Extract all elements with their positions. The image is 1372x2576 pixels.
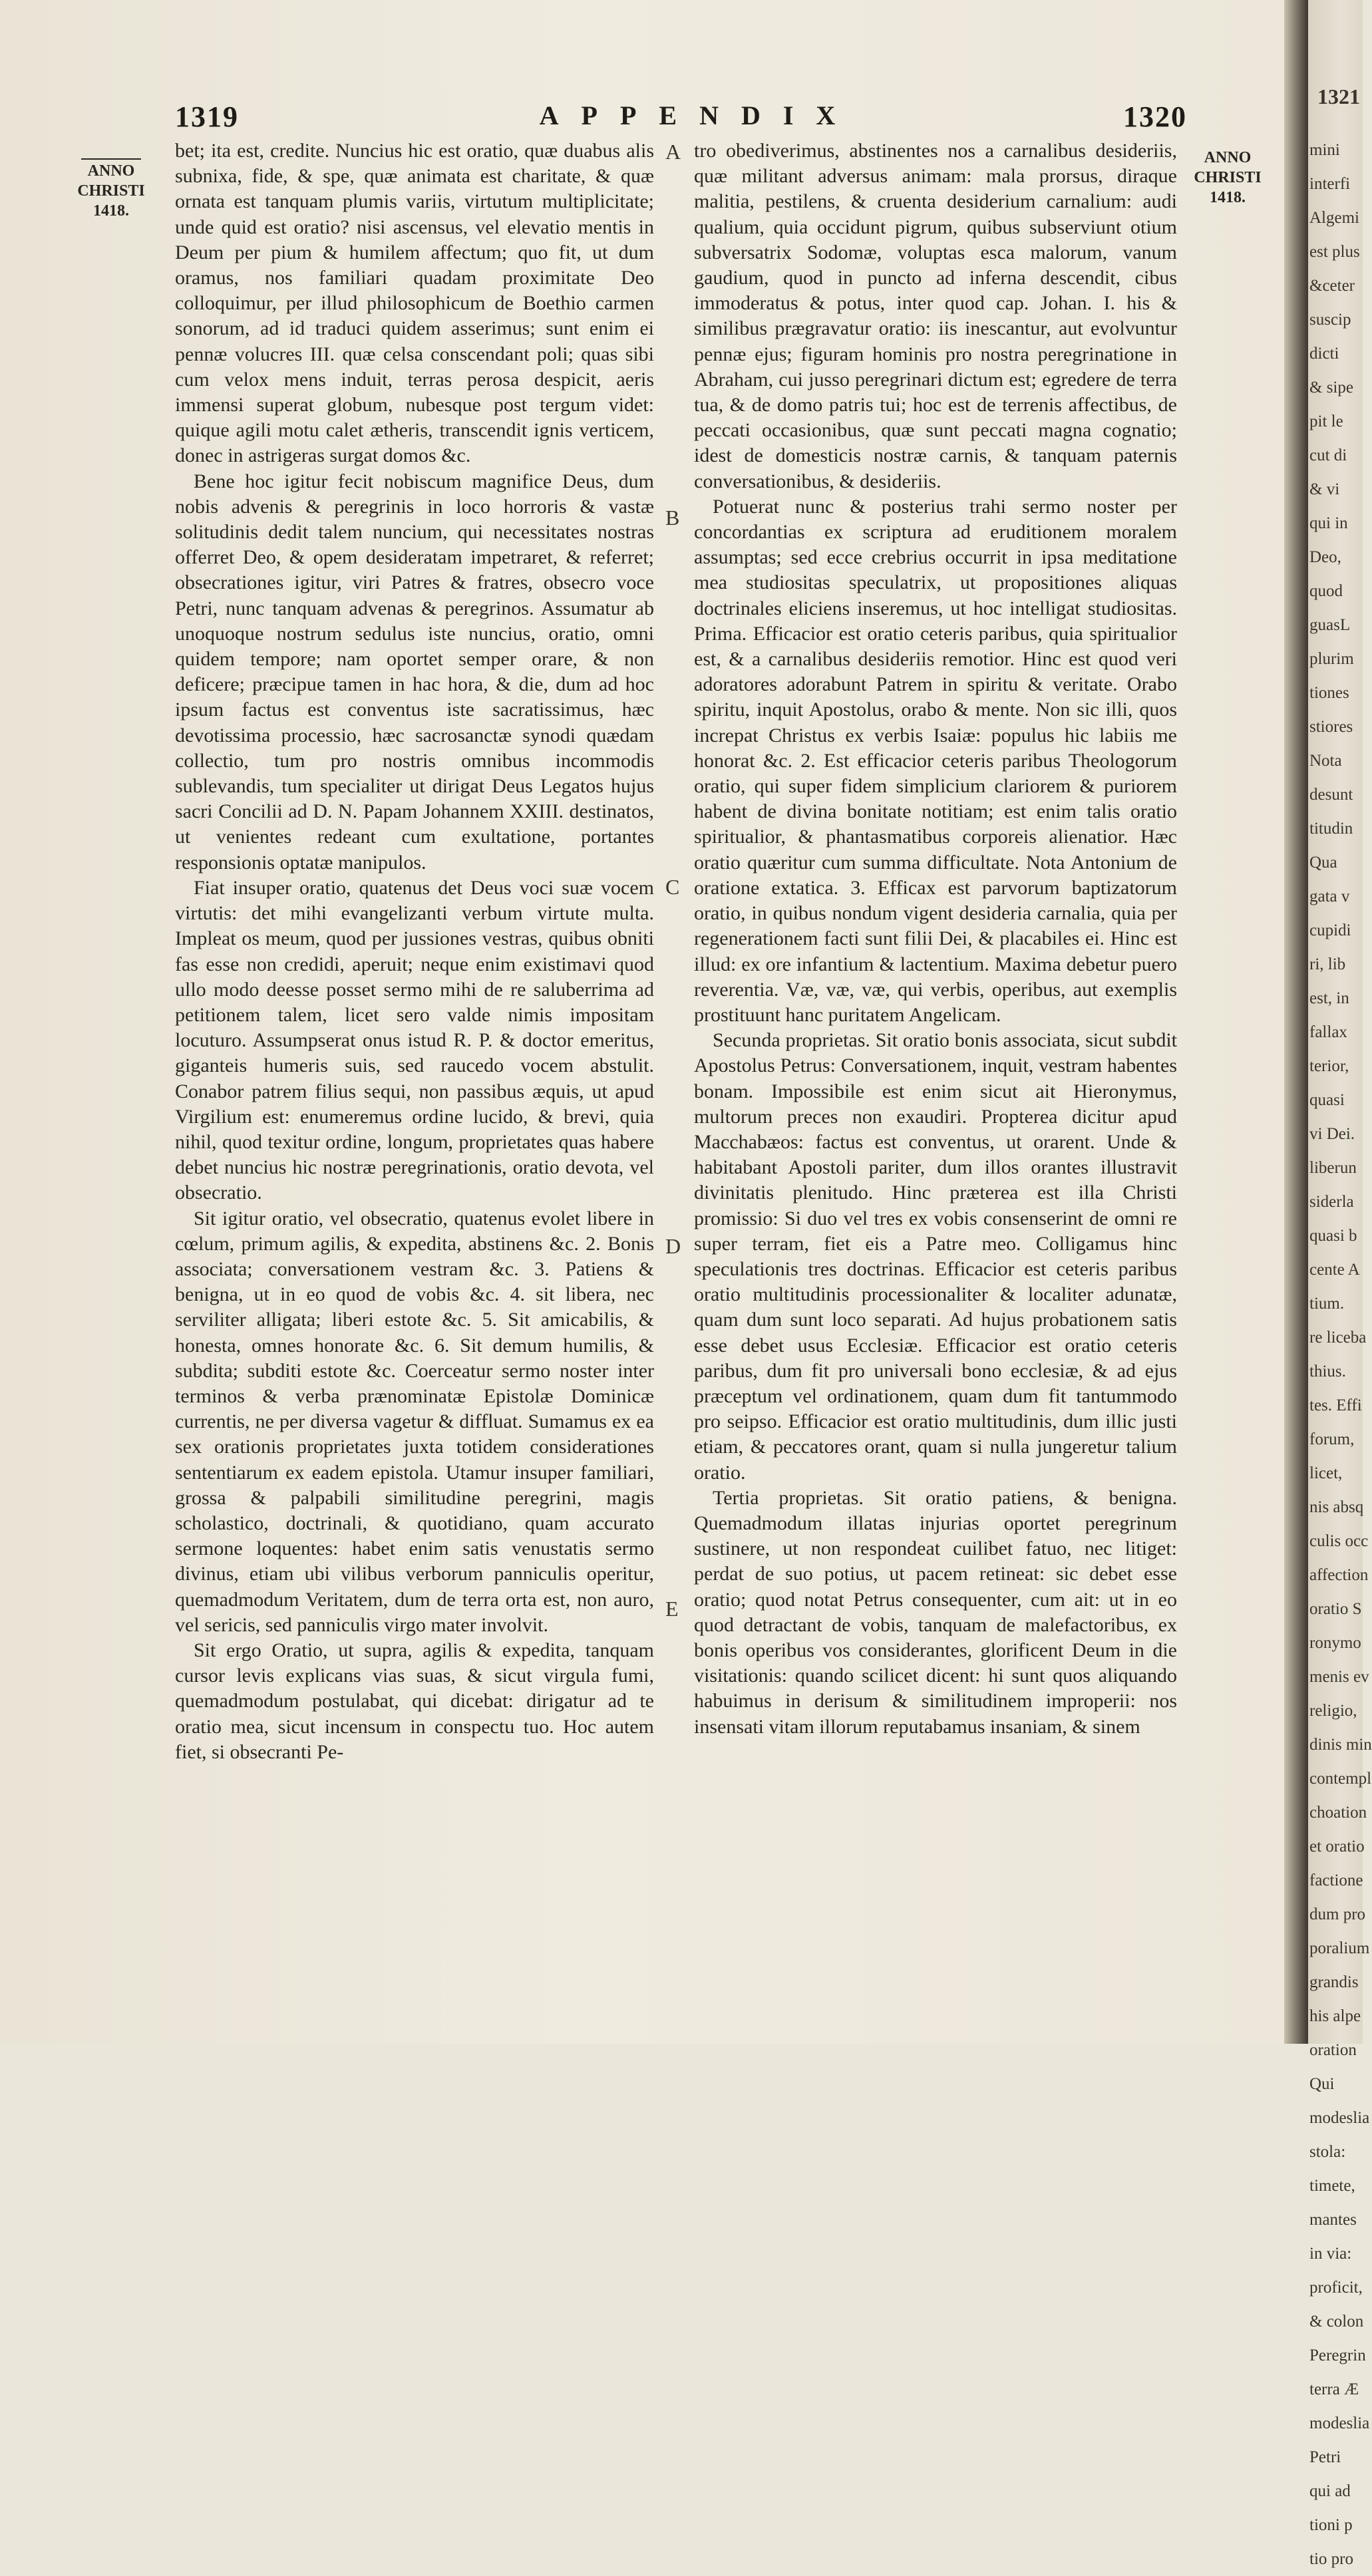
next-page-line: suscip	[1309, 311, 1351, 329]
next-page-line: modeslia	[1309, 2414, 1370, 2432]
next-page-line: modeslia	[1309, 2109, 1370, 2127]
next-page-fragments	[1309, 133, 1372, 2576]
paragraph: Sit ergo Oratio, ut supra, agilis & expedita, tanquam cursor levis explicans vias suas, & sicut virgula fumi, quemadmodum postulabat, qui dicebat: dirigatur ad te oratio mea, sicut incensum in conspectu tuo. Hoc autem fiet, si obsecranti Pe-	[175, 1639, 654, 1763]
next-page-edge	[1308, 0, 1372, 2568]
next-page-line: &ceter	[1309, 277, 1355, 295]
next-page-line: interfi	[1309, 175, 1351, 193]
paragraph: Potuerat nunc & posterius trahi sermo noster per concordantias ex scriptura ad eruditionem moralem assumptas; sed ecce crebrius occurrit in ipsa meditatione mea studiositas speculatrix, ut propositiones aliquas doctrinales eliciens inseremus, ut hoc intelligat studiositas. Prima. Efficacior est oratio ceteris paribus, quia spiritualior est, & a carnalibus desideriis remotior. Hinc est quod veri adoratores adorabunt Patrem in spiritu & veritate. Orabo spiritu, inquit Apostolus, orabo & mente. Non sic illi, quos increpat Christus ex verbis Isaiæ: populus hic labiis me honorat &c. 2. Est efficacior ceteris paribus Theologorum oratio, qui super fidem simplicium clariorem & puriorem habent de divina bonitate notitiam; est enim talis oratio spiritualior, & phantasmatibus corporeis alienatior. Hæc oratio quæritur cum summa difficultate. Nota Antonium de oratione extatica. 3. Efficax est parvorum baptizatorum oratio, in quibus nondum vigent desideria carnalia, quia per regenerationem facti sunt filii Dei, & placabiles ei. Hinc est illud: ex ore infantium & lactentium. Maxima debetur puero reverentia. Væ, væ, væ, qui verbis, operibus, aut exemplis prostituunt hanc puritatem Angelicam.	[694, 495, 1177, 1026]
section-letter-d: D	[665, 1234, 681, 1258]
right-page-number: 1320	[1123, 100, 1187, 133]
next-page-line: culis occ	[1309, 1532, 1369, 1550]
paragraph: Sit igitur oratio, vel obsecratio, quatenus evolet libere in cœlum, primum agilis, & expedita, abstinens &c. 2. Bonis associata; conversationem vestram &c. 3. Patiens & benigna, ut in eo quod de vobis &c. 4. sit libera, nec serviliter alligata; liberi estote &c. 5. Sit amicabilis, & honesta, omnes honorate &c. 6. Sit demum humilis, & subdita; subditi estote &c. Coerceatur sermo noster inter terminos & verba prænominatæ Epistolæ Dominicæ currentis, ne per diversa vagetur & diffluat. Sumamus ex ea sex orationis proprietates juxta totidem considerationes sententiarum ex eadem epistola. Utamur insuper familiari, grossa & palpabili similitudine peregrini, magis scholastico, doctrinali, & quotidiano, quam accurato sermone loquentes: habet enim satis venustatis sermo divinus, etiam ubi vilibus verborum panniculis operitur, quemadmodum Veritatem, dum de terra orta est, non auro, vel sericis, sed panniculis virgo mater involvit.	[175, 1207, 654, 1636]
next-page-line: est, in	[1309, 989, 1349, 1007]
next-page-line: dicti	[1309, 345, 1339, 363]
next-page-line: guasL	[1309, 616, 1351, 634]
marginal-note-left	[75, 157, 148, 221]
next-page-line: plurim	[1309, 650, 1354, 668]
next-page-line: menis ev	[1309, 1668, 1369, 1686]
next-page-number: 1321	[1317, 84, 1360, 108]
next-page-line: oration	[1309, 2041, 1357, 2059]
next-page-line: his alpe	[1309, 2007, 1361, 2025]
next-page-line: grandis	[1309, 1973, 1359, 1991]
next-page-line: choation	[1309, 1804, 1367, 1822]
next-page-line: proficit,	[1309, 2279, 1363, 2297]
next-page-line: Qua	[1309, 854, 1337, 872]
next-page-line: factione	[1309, 1871, 1363, 1889]
next-page-line: gata v	[1309, 887, 1350, 905]
next-page-line: tio pro	[1309, 2550, 1353, 2568]
next-page-line: ronymo	[1309, 1634, 1361, 1652]
next-page-line: thius.	[1309, 1363, 1346, 1380]
next-page-line: cut di	[1309, 446, 1347, 464]
next-page-line: titudin	[1309, 820, 1353, 838]
next-page-line: terra Æ	[1309, 2380, 1359, 2398]
marginal-note-right	[1184, 148, 1271, 208]
next-page-line: Qui	[1309, 2075, 1335, 2093]
next-page-line: tium.	[1309, 1295, 1345, 1313]
paragraph: bet; ita est, credite. Nuncius hic est oratio, quæ duabus alis subnixa, fide, & spe, quæ animata est charitate, & quæ ornata est tanquam plumis variis, virtutum multiplicitate; unde quid est oratio? nisi ascensus, vel elevatio mentis in Deum per pium & humilem affectum; quo fit, ut dum oramus, nos familiari quadam proximitate Deo colloquimur, per illud philosophicum de Boethio carmen sonorum, ad id traduci quidem asserimus; sunt enim ei pennæ volucres III. quæ celsa conscendant poli; quas sibi cum velox mens induit, terras perosa despicit, aeris immensi superat globum, nubesque post tergum videt: quique agili motu calet ætheris, transcendit ignis verticem, donec in astrigeras surgat domos &c.	[175, 140, 654, 467]
next-page-line: licet,	[1309, 1464, 1343, 1482]
next-page-line: mini	[1309, 141, 1340, 159]
next-page-line: est plus	[1309, 243, 1360, 261]
next-page-line: vi Dei.	[1309, 1125, 1355, 1143]
next-page-line: & sipe	[1309, 379, 1353, 397]
next-page-line: Peregrin	[1309, 2346, 1366, 2364]
next-page-line: et oratio	[1309, 1838, 1365, 1855]
marginal-christi: CHRISTI	[77, 182, 145, 200]
next-page-line: oratio S	[1309, 1600, 1362, 1618]
right-text-column	[694, 138, 1177, 1740]
paragraph: Bene hoc igitur fecit nobiscum magnifice Deus, dum nobis advenis & peregrinis in loco horroris & vastæ solitudinis dedit talem nuncium, qui necessitates nostras offerret Deo, & opem desideratam impetraret, & referret; obsecrationes igitur, viri Patres & fratres, obsecro voce Petri, nunc tanquam advenas & peregrinos. Assumatur ab unoquoque nostrum sedulus iste nuncius, oratio, omni quidem tempore; nam oportet semper orare, & non deficere; præcipue tamen in hac hora, & die, dum ad hoc ipsum factus est conventus iste sacratissimus, hæc devotissima processio, hæc sacrosanctæ synodi quædam collectio, tum pro nostris omnibus incommodis sublevandis, tum specialiter ut dirigat Deus Legatos hujus sacri Concilii ad D. N. Papam Johannem XXIII. destinatos, ut venientes redeant cum exultatione, portantes responsionis optatæ manipulos.	[175, 470, 654, 874]
next-page-line: tioni p	[1309, 2516, 1353, 2534]
next-page-line: desunt	[1309, 786, 1353, 804]
next-page-line: ri, lib	[1309, 955, 1346, 973]
next-page-line: siderla	[1309, 1193, 1354, 1211]
next-page-line: quasi b	[1309, 1227, 1357, 1245]
next-page-line: contempl	[1309, 1770, 1372, 1788]
marginal-year: 1418.	[1210, 189, 1246, 206]
next-page-line: dinis min	[1309, 1736, 1372, 1754]
next-page-line: qui ad	[1309, 2482, 1351, 2500]
next-page-line: cupidi	[1309, 921, 1351, 939]
left-text-column	[175, 138, 654, 1765]
next-page-line: tes. Effi	[1309, 1396, 1362, 1414]
section-letter-a: A	[665, 140, 681, 164]
next-page-line: Algemi	[1309, 209, 1359, 227]
marginal-christi: CHRISTI	[1194, 169, 1262, 186]
paragraph: Secunda proprietas. Sit oratio bonis associata, sicut subdit Apostolus Petrus: Conversationem, inquit, vestram habentes bonam. Impossibile est enim sicut ait Hieronymus, multorum preces non exaudiri. Propterea dicitur apud Macchabæos: factus est conventus, ut orarent. Unde & habitabant Apostoli pariter, dum illos orantes illustravit divinitatis plenitudo. Hinc præterea est illa Christi promissio: Si duo vel tres ex vobis consenserint de omni re super terram, fiet eis a Patre meo. Colligamus hinc speculationis tres doctrinas. Efficacior est ceteris paribus oratio multitudinis processionaliter & localiter adunatæ, quam dum sunt loco separati. Ad hujus probationem satis esse debet usus Ecclesiæ. Efficacior est oratio ceteris paribus, dum fit pro universali bono ecclesiæ, & ad ejus præceptum vel ordinationem, quam dum fit tantummodo pro seipso. Efficacior est oratio multitudinis, dum illic justi etiam, & peccatores orant, quam si nulla jungeretur talium oratio.	[694, 1029, 1177, 1484]
marginal-year: 1418.	[93, 202, 129, 220]
next-page-line: pit le	[1309, 412, 1343, 430]
next-page-line: affection	[1309, 1566, 1369, 1584]
next-page-line: in via:	[1309, 2245, 1352, 2263]
next-page-line: stola:	[1309, 2143, 1346, 2161]
next-page-line: dum pro	[1309, 1905, 1366, 1923]
paragraph: tro obediverimus, abstinentes nos a carnalibus desideriis, quæ militant adversus animam: mala prorsus, diraque malitia, pestilens, & cruenta desiderium carnalium: audi qualium, quia occidunt pigrum, quibus subserviunt otium subversatrix Sodomæ, voluptas esca malorum, vanum gaudium, quod in puncto ad inferna descendit, cibus immoderatus & potus, inter quod cap. Johan. I. his & similibus prægravatur oratio: iis inescantur, aut evolvuntur pennæ ejus; figuram hominis pro nostra peregrinatione in Abraham, cui jusso peregrinari dictum est; egredere de terra tua, & de domo patris tui; hoc est de terrenis affectibus, de peccati occasionibus, quæ sunt peccati magna cognatio; idest de domesticis nostræ carnis, & tanquam paternis conversationibus, & desideriis.	[694, 140, 1177, 492]
next-page-line: nis absq	[1309, 1498, 1364, 1516]
next-page-line: quod	[1309, 582, 1343, 600]
next-page-line: stiores	[1309, 718, 1353, 736]
book-gutter	[1284, 0, 1308, 2044]
paragraph: Tertia proprietas. Sit oratio patiens, & benigna. Quemadmodum illatas injurias oportet peregrinum sustinere, ut non respondeat cuilibet fatuo, nec litiget: perdat de suo potius, ut pacem retineat: sic debet esse oratio; quod notat Petrus consequenter, cum ait: ut in eo quod detractant de vobis, tanquam de malefactoribus, ex bonis operibus vos considerantes, glorificent Deum in die visitationis: quando scilicet dicent: hi sunt quos aliquando habuimus in derisum & similitudinem improperii: nos insensati vitam illorum reputabamus insaniam, & sinem	[694, 1486, 1177, 1738]
next-page-line: tiones	[1309, 684, 1349, 702]
section-letter-c: C	[665, 875, 680, 899]
section-letter-e: E	[665, 1597, 679, 1621]
section-letter-b: B	[665, 506, 680, 530]
next-page-line: Petri	[1309, 2448, 1341, 2466]
next-page-line: & vi	[1309, 480, 1340, 498]
left-page-number: 1319	[175, 100, 239, 133]
next-page-line: fallax	[1309, 1023, 1347, 1041]
paragraph: Fiat insuper oratio, quatenus det Deus voci suæ vocem virtutis: det mihi evangelizanti verbum virtute multa. Impleat os meum, quod per jussiones vestras, quibus obniti fas esse non credidi, aperuit; neque enim existimavi quod ullo modo deesse posset sermo mihi de re saluberrima ad petitionem talem, licet sero valde nimis impositam locuturo. Assumpserat onus istud R. P. & doctor emeritus, giganteis humeris suis, sed raucedo vocem abstulit. Conabor patrem filius sequi, non passibus æquis, ut apud Virgilium est: enumeremus ordine lucido, & brevi, quia nihil, quod texitur ordine, longum, proprietates quas habere debet nuncius hic nostræ peregrinationis, oratio devota, vel obsecratio.	[175, 876, 654, 1204]
marginal-anno: ANNO	[1204, 149, 1252, 166]
next-page-line: religio,	[1309, 1702, 1357, 1720]
marginal-rule	[81, 158, 141, 160]
next-page-line: mantes	[1309, 2211, 1357, 2229]
next-page-line: poralium	[1309, 1939, 1370, 1957]
next-page-line: & colon	[1309, 2313, 1364, 2331]
next-page-line: Deo,	[1309, 548, 1341, 566]
next-page-line: cente A	[1309, 1261, 1360, 1279]
next-page-line: Nota	[1309, 752, 1342, 770]
next-page-line: liberun	[1309, 1159, 1357, 1177]
next-page-line: re liceba	[1309, 1329, 1367, 1347]
next-page-line: quasi	[1309, 1091, 1345, 1109]
marginal-anno: ANNO	[87, 162, 135, 180]
next-page-line: forum,	[1309, 1430, 1355, 1448]
next-page-line: timete,	[1309, 2177, 1355, 2195]
running-title: APPENDIX	[539, 100, 858, 130]
next-page-line: terior,	[1309, 1057, 1349, 1075]
next-page-line: qui in	[1309, 514, 1348, 532]
